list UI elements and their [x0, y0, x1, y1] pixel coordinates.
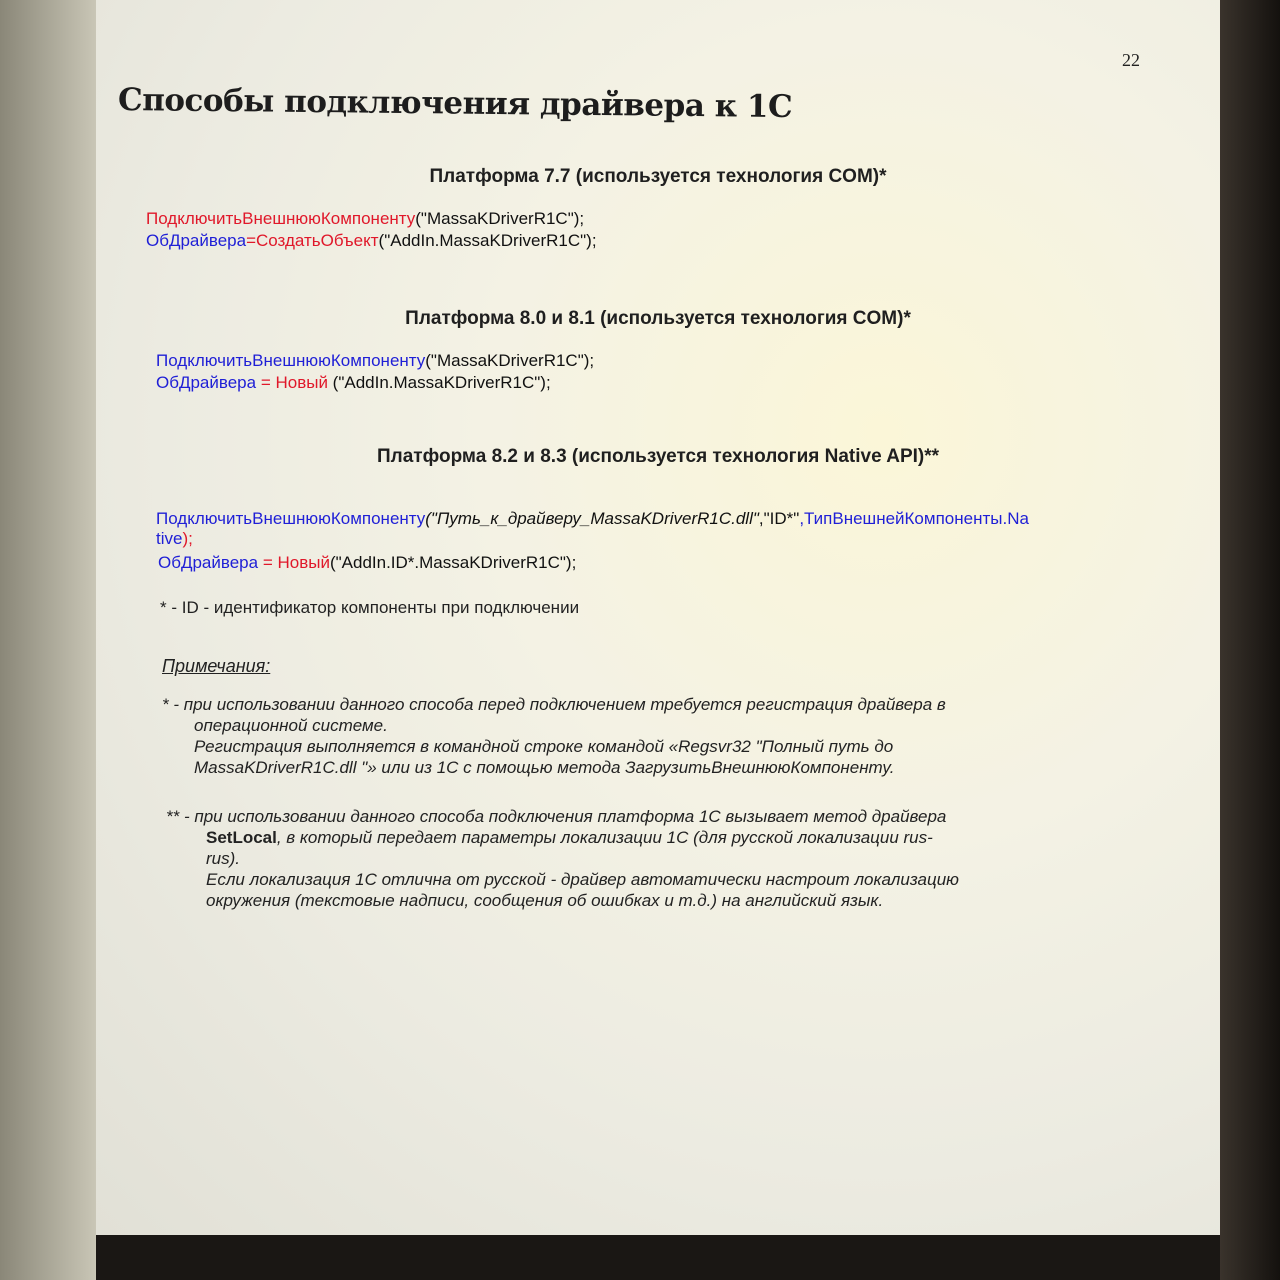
page-number: 22 [1122, 50, 1140, 70]
code-variable: ОбДрайвера [156, 373, 257, 392]
note-1-cont: операционной системе. [194, 716, 388, 735]
note-2-cont1 [166, 827, 1146, 848]
code-type-cont: tive [156, 529, 183, 548]
code-line [156, 528, 193, 550]
code-function: ПодключитьВнешнююКомпоненту [146, 209, 416, 228]
note-2-cont2: rus). [206, 849, 240, 868]
note-2-line5: окружения (текстовые надписи, сообщения об ошибках и т.д.) на английский язык. [206, 891, 884, 910]
code-end: ); [182, 529, 193, 548]
section-heading-7-7: Платформа 7.7 (используется технология COM)* [429, 166, 887, 187]
code-function: ПодключитьВнешнююКомпоненту [156, 351, 426, 370]
section-heading-8-0: Платформа 8.0 и 8.1 (используется технология COM)* [405, 308, 911, 329]
code-line [156, 372, 551, 394]
code-operator: =СоздатьОбъект [246, 231, 379, 250]
monitor-bezel-left [0, 0, 96, 1280]
note-1-line4: MassaKDriverR1C.dll "» или из 1С с помощью метода ЗагрузитьВнешнююКомпоненту. [194, 758, 895, 777]
code-id: ,"ID*" [758, 509, 800, 528]
note-2-lead: ** - при использовании данного способа подключения платформа 1С вызывает метод драйвера [166, 807, 947, 826]
code-args: ("AddIn.MassaKDriverR1C"); [378, 231, 597, 250]
code-args: ("MassaKDriverR1C"); [415, 209, 585, 228]
code-type: ,ТипВнешнейКомпоненты.Na [799, 509, 1029, 528]
code-operator: = Новый [256, 373, 333, 392]
code-line [146, 208, 584, 230]
note-2-line4: Если локализация 1С отлична от русской - драйвер автоматически настроит локализацию [206, 870, 959, 889]
code-args: ("AddIn.MassaKDriverR1C"); [332, 373, 551, 392]
note-2-method: SetLocal [206, 828, 277, 847]
note-1-line3: Регистрация выполняется в командной строке командой «Regsvr32 "Полный путь до [194, 737, 894, 756]
code-variable: ОбДрайвера [158, 553, 259, 572]
code-line [156, 350, 594, 372]
code-function: ПодключитьВнешнююКомпоненту [156, 509, 426, 528]
code-args: ("AddIn.ID*.MassaKDriverR1C"); [329, 553, 577, 572]
code-variable: ОбДрайвера [146, 231, 247, 250]
code-args: ("MassaKDriverR1C"); [425, 351, 595, 370]
section-heading-8-2: Платформа 8.2 и 8.3 (используется технология Native API)** [376, 446, 940, 467]
page-title: Способы подключения драйвера к 1С [117, 82, 793, 126]
note-2-cont1-text: , в который передает параметры локализации 1С (для русской локализации rus- [276, 828, 933, 847]
document-page [96, 0, 1220, 1235]
footnote: * - ID - идентификатор компоненты при подключении [160, 598, 580, 617]
code-path: ("Путь_к_драйверу_MassaKDriverR1C.dll" [425, 509, 759, 528]
note-2 [166, 806, 1146, 911]
code-line [158, 552, 576, 574]
monitor-bezel-right [1220, 0, 1280, 1280]
note-1-lead: * - при использовании данного способа перед подключением требуется регистрация драйвера в [162, 695, 946, 714]
code-line [156, 508, 1029, 530]
notes-heading: Примечания: [162, 656, 271, 676]
code-operator: = Новый [258, 553, 330, 572]
note-1 [162, 694, 1122, 778]
code-line [146, 230, 597, 252]
